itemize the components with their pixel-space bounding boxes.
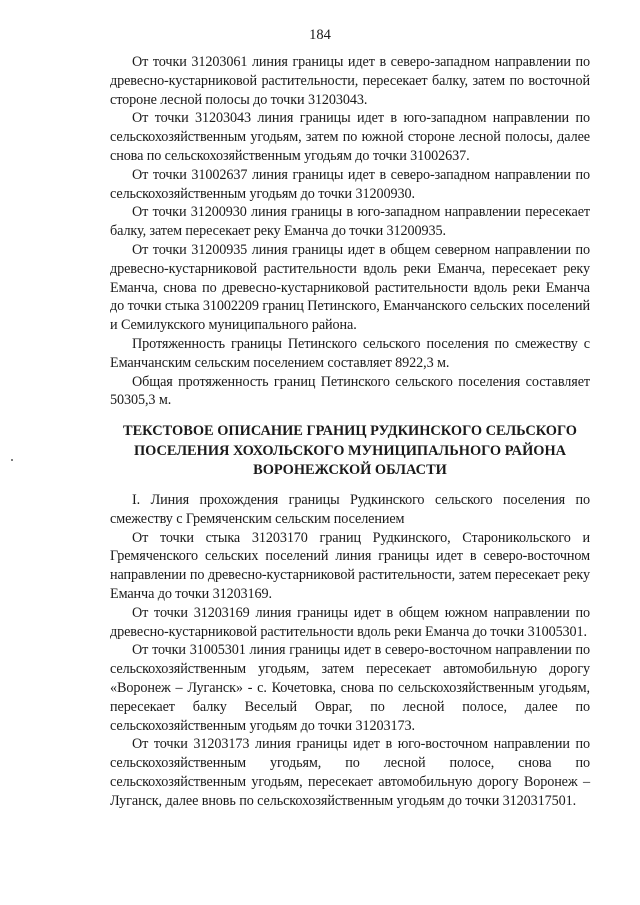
paragraph: От точки 31200930 линия границы в юго-западном направлении пересекает балку, затем пересекает реку Еманча до точки 31200935. [110, 204, 590, 240]
section-heading [105, 422, 595, 481]
paragraph: От точки 31203061 линия границы идет в северо-западном направлении по древесно-кустарниковой растительности, пересекает балку, затем по восточной стороне лесной полосы до точки 31203043. [110, 54, 590, 108]
heading-line: ТЕКСТОВОЕ ОПИСАНИЕ ГРАНИЦ РУДКИНСКОГО СЕЛЬСКОГО [122, 423, 577, 439]
heading-line: ВОРОНЕЖСКОЙ ОБЛАСТИ [253, 462, 447, 478]
rudkinsky-boundary-section [110, 491, 590, 811]
paragraph: От точки 31203173 линия границы идет в юго-восточном направлении по сельскохозяйственным угодьям, по лесной полосе, снова по сельскохозяйственным угодьям, пересекает автомобильную дорогу Воронеж – Луганск, далее вновь по сельскохозяйственным угодьям до точки 3120317501. [110, 736, 590, 809]
paragraph: От точки стыка 31203170 границ Рудкинского, Староникольского и Гремяченского сельских поселений линия границы идет в северо-восточном направлении по древесно-кустарниковой растительности, затем пересекает реку Еманча до точки 31203169. [110, 529, 590, 602]
paragraph: Протяженность границы Петинского сельского поселения по смежеству с Еманчанским сельским поселением составляет 8922,3 м. [110, 335, 590, 371]
paragraph: От точки 31002637 линия границы идет в северо-западном направлении по сельскохозяйственным угодьям до точки 31200930. [110, 166, 590, 202]
paragraph: От точки 31005301 линия границы идет в северо-восточном направлении по сельскохозяйственным угодьям, затем пересекает автомобильную дорогу «Воронеж – Луганск» - с. Кочетовка, снова по сельскохозяйственным угодьям, пересекает балку Веселый Овраг, по лесной полосе, далее по сельскохозяйственным угодьям до точки 31203173. [110, 642, 590, 734]
paragraph: Общая протяженность границ Петинского сельского поселения составляет 50305,3 м. [110, 373, 590, 409]
paragraph: От точки 31200935 линия границы идет в общем северном направлении по древесно-кустарниковой растительности вдоль реки Еманча, пересекает реку Еманча, снова по древесно-кустарниковой растительности вдоль реки Еманча до точки стыка 31002209 границ Петинского, Еманчанского сельских поселений и Семилукского муниципального района. [110, 241, 590, 334]
heading-line: ПОСЕЛЕНИЯ ХОХОЛЬСКОГО МУНИЦИПАЛЬНОГО РАЙОНА [133, 442, 567, 459]
margin-mark [11, 459, 13, 461]
petinsky-boundary-section [110, 53, 590, 410]
subsection-title: I. Линия прохождения границы Рудкинского сельского поселения по смежеству с Гремяченским сельским поселением [110, 492, 590, 527]
paragraph: От точки 31203169 линия границы идет в общем южном направлении по древесно-кустарниковой растительности вдоль реки Еманча до точки 31005301. [110, 604, 590, 640]
page-number: 184 [309, 27, 331, 43]
paragraph: От точки 31203043 линия границы идет в юго-западном направлении по сельскохозяйственным угодьям, затем по южной стороне лесной полосы, далее снова по сельскохозяйственным угодьям до точки 31002637. [110, 110, 590, 164]
